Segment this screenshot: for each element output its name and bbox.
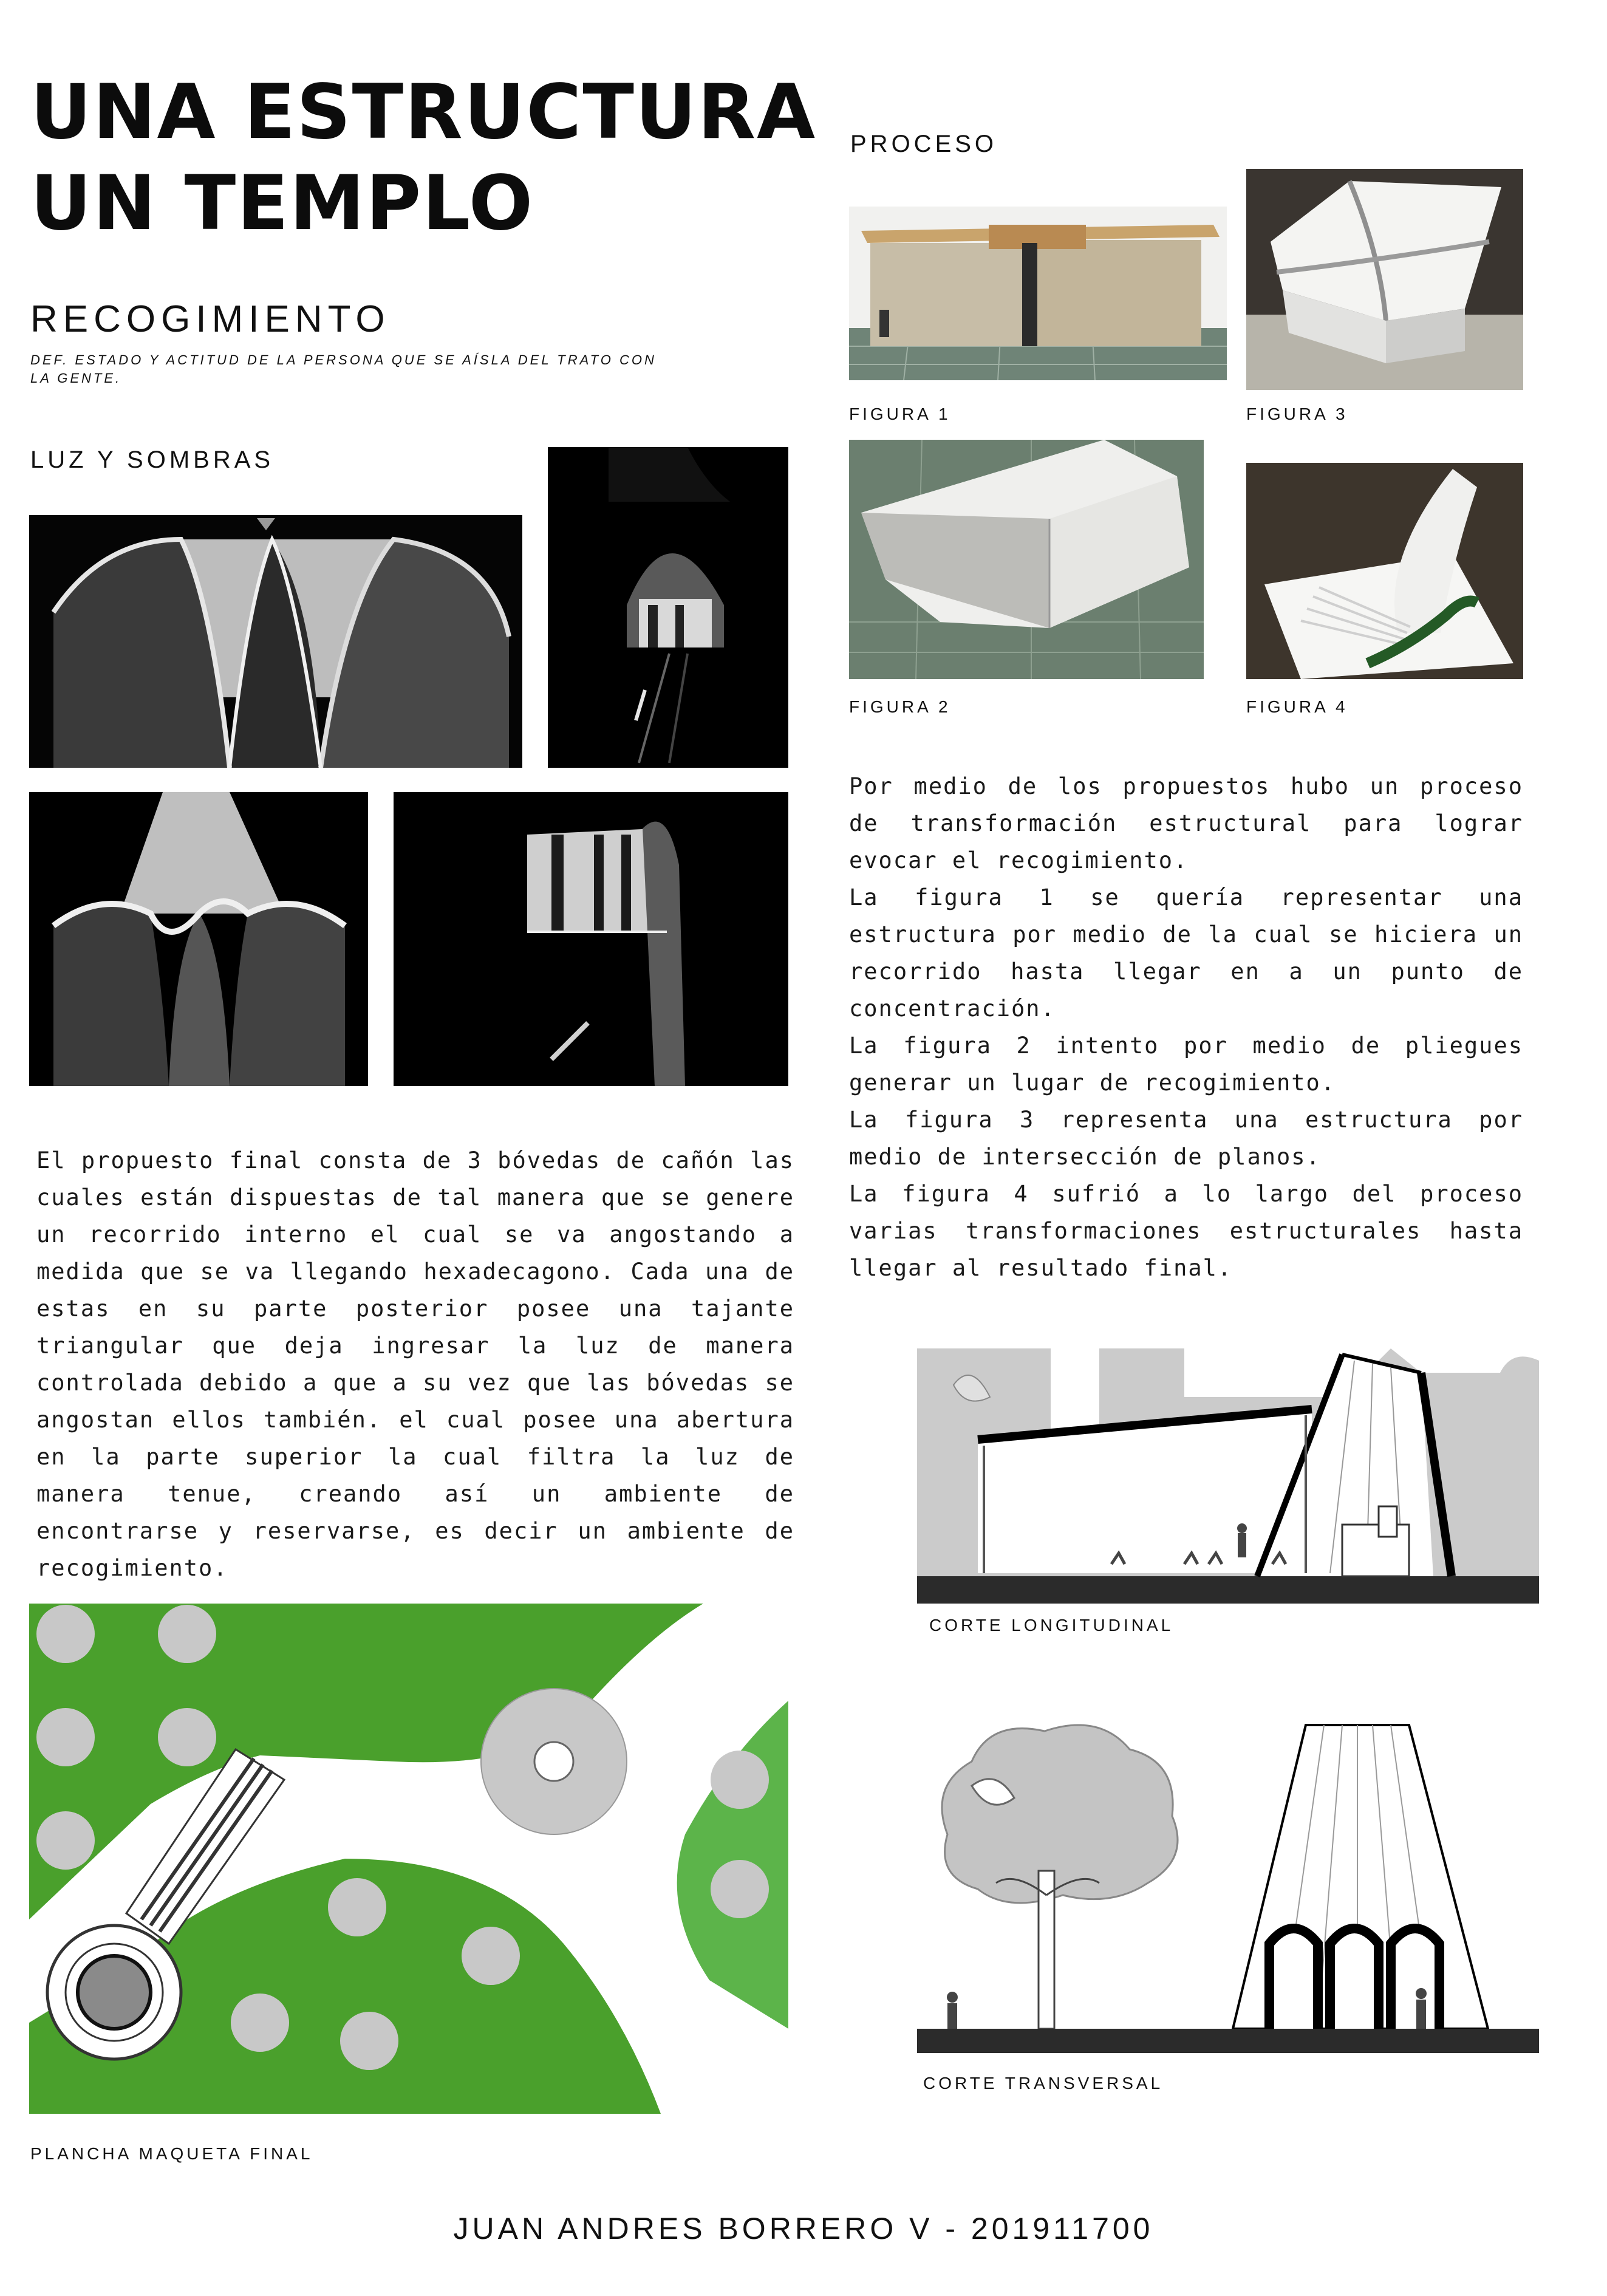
- photo-light-shadow-4: [394, 792, 788, 1086]
- process-paragraph: La figura 3 representa una estructura por medio de intersección de planos.: [849, 1107, 1523, 1170]
- final-proposal-paragraph: El propuesto final consta de 3 bóvedas de cañón las cuales están dispuestas de tal manera que se genere un recorrido interno el cual se va angostando a medida que se va llegando hexadecagono. Cada una de estas en su parte posterior posee una tajante triangular que deja ingresar la luz de manera controlada debido a que a su vez que las bóvedas se angostan ellos también. el cual posee una abertura en la parte superior la cual filtra la luz de manera tenue, creando así un ambiente de encontrarse y reservarse, es decir un ambiente de recogimiento.: [36, 1147, 794, 1581]
- photo-figura-2: [849, 440, 1204, 679]
- photo-figura-3: [1246, 169, 1523, 390]
- page-title: [30, 67, 816, 249]
- definition-text: DEF. ESTADO Y ACTITUD DE LA PERSONA QUE SE AÍSLA DEL TRATO CON LA GENTE.: [30, 352, 657, 386]
- title-line-2: UN TEMPLO: [30, 160, 534, 247]
- process-description: [849, 768, 1523, 1286]
- caption-figura-3: FIGURA 3: [1246, 405, 1348, 423]
- caption-figura-4: FIGURA 4: [1246, 697, 1348, 716]
- process-paragraph: Por medio de los propuestos hubo un proceso de transformación estructural para lograr evocar el recogimiento.: [849, 773, 1523, 873]
- drawing-corte-transversal: [917, 1713, 1539, 2053]
- title-line-1: UNA ESTRUCTURA: [30, 69, 817, 156]
- caption-figura-1: FIGURA 1: [849, 405, 951, 423]
- caption-corte-transversal: CORTE TRANSVERSAL: [923, 2074, 1164, 2093]
- site-plan: [29, 1604, 788, 2114]
- caption-plancha: PLANCHA MAQUETA FINAL: [30, 2144, 313, 2163]
- author-footer: JUAN ANDRES BORRERO V - 201911700: [453, 2212, 1154, 2246]
- photo-figura-1: [849, 207, 1227, 380]
- drawing-corte-longitudinal: [917, 1324, 1539, 1604]
- photo-figura-4: [1246, 463, 1523, 679]
- process-paragraph: La figura 1 se quería representar una estructura por medio de la cual se hiciera un recorrido hasta llegar en a un punto de concentración.: [849, 884, 1523, 1022]
- subtitle: RECOGIMIENTO: [30, 298, 391, 340]
- caption-corte-longitudinal: CORTE LONGITUDINAL: [929, 1616, 1174, 1635]
- section-label-proceso: PROCESO: [850, 131, 998, 157]
- process-paragraph: La figura 2 intento por medio de pliegues generar un lugar de recogimiento.: [849, 1033, 1523, 1096]
- process-paragraph: La figura 4 sufrió a lo largo del proceso varias transformaciones estructurales hasta llegar al resultado final.: [849, 1181, 1523, 1281]
- photo-light-shadow-2: [548, 447, 788, 768]
- caption-figura-2: FIGURA 2: [849, 697, 951, 716]
- photo-light-shadow-1: [29, 515, 522, 768]
- section-label-luz: LUZ Y SOMBRAS: [30, 446, 275, 473]
- photo-light-shadow-3: [29, 792, 368, 1086]
- final-proposal-description: [36, 1142, 794, 1587]
